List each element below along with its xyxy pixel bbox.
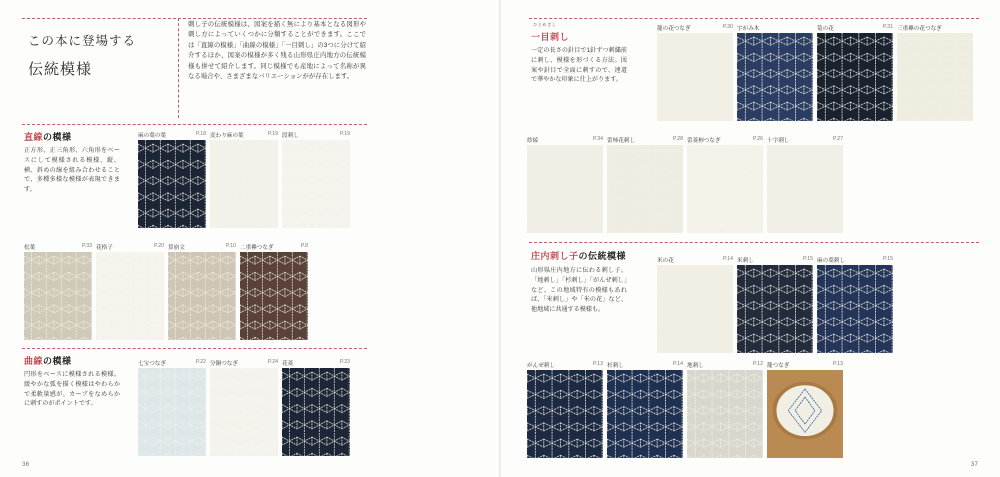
swatch-caption [737,24,813,32]
swatch-page-ref: P.23 [339,359,350,365]
swatch-caption [282,359,350,367]
page-number-right: 37 [970,461,978,468]
swatch-image [737,33,813,121]
swatch-curve_row-2 [282,359,350,456]
swatch-name: 三重襷の花つなぎ [897,26,942,32]
swatch-page-ref: P.13 [592,361,603,367]
swatch-shonai_row1-2 [817,256,893,353]
swatch-image [527,145,603,233]
swatch-image [767,145,843,233]
book-gutter [499,0,501,477]
intro-text: 刺し子の伝統模様は、図案を描く無により基本となる図形や刺し方によっていくつかに分類することができます。ここでは「直線の模様」「曲線の模様」「一目刺し」の3つに分けて紹介するほか、図案の模様が多く残る山形県庄内地方の伝統模様も併せて紹介します。同じ模様でも産地によって名称が異なる場合や、さまざまなバリエーションがが存在します。 [188,21,366,80]
swatch-name: がんぜ刺し [527,363,555,369]
swatch-curve_row-0 [138,359,206,456]
swatch-page-ref: P.20 [153,243,164,249]
swatch-straight_row1-0 [138,131,206,228]
swatch-caption [138,131,206,139]
swatch-image [687,370,763,458]
section-heading-curve [24,354,72,367]
swatch-name: 字がみ木 [737,26,760,32]
swatch-name: 紗綾 [527,138,539,144]
swatch-image [24,252,92,340]
swatch-image [210,140,278,228]
swatch-name: 籠の花つなぎ [657,26,691,32]
section-body-straight: 正方形、正三角形、六角形をベースにして模様される模様、縦、横、斜めの線を組み合わせることで、多種多様な模様が表現できます。 [24,147,120,193]
swatch-page-ref: P.26 [752,136,763,142]
swatch-name: 杉刺し [607,363,624,369]
swatch-image [767,370,843,458]
swatch-shonai_row1-0 [657,256,733,353]
swatch-page-ref: P.14 [672,361,683,367]
swatch-name: 花菱 [282,361,294,367]
swatch-hitome_row2-1 [607,136,683,233]
swatch-name: 麻の葉刺し [817,258,845,264]
swatch-hitome_row2-2 [687,136,763,233]
swatch-name: 段刺し [282,133,299,139]
swatch-page-ref: P.15 [882,256,893,262]
swatch-caption [607,361,683,369]
swatch-name: 変わり麻の葉 [210,133,244,139]
swatch-page-ref: P.12 [752,361,763,367]
section-body-hitome: 一定の長さの針目で1針ずつ刺繍前に刺し、模様を形づくる方法。図案や針目で全面に刺すので、連道で華やかな印象に仕上がります。 [531,47,627,84]
swatch-name: 十字刺し [767,138,790,144]
swatch-image [607,145,683,233]
swatch-name: 花格子 [96,245,113,251]
swatch-shonai_row2-3 [767,361,843,458]
swatch-image [168,252,236,340]
swatch-caption [657,24,733,32]
section-body-shonai: 山形県庄内地方に伝わる刺し子。「地刺し」「杉刺し」「がんぜ刺し」など、この地域特有の模様もあれば、「米刺し」や「米の花」など、他地域に共通する模様も。 [531,267,627,313]
page-title-line1: この本に登場する [28,34,137,48]
swatch-name: 地刺し [687,363,704,369]
swatch-caption [897,24,973,32]
swatch-page-ref: P.14 [722,256,733,262]
swatch-caption [767,136,843,144]
swatch-caption [210,359,278,367]
swatch-straight_row1-2 [282,131,350,228]
swatch-caption [817,256,893,264]
swatch-image [897,33,973,121]
swatch-shonai_row2-1 [607,361,683,458]
swatch-page-ref: P.13 [832,361,843,367]
swatch-shonai_row2-0 [527,361,603,458]
swatch-caption [210,131,278,139]
swatch-name: 蕾柿花刺し [607,138,635,144]
section-heading-hitome: 一目刺し [531,32,570,42]
swatch-name: 篭の花 [817,26,834,32]
swatch-image [817,33,893,121]
swatch-image [737,265,813,353]
swatch-page-ref: P.22 [195,359,206,365]
section-heading-shonai-red: 庄内刺し子 [531,251,579,261]
swatch-page-ref: P.30 [722,24,733,30]
swatch-image [282,368,350,456]
swatch-image [657,265,733,353]
divider-shonai [529,242,979,243]
swatch-name: 籠つなぎ [767,363,790,369]
section-heading-curve-black: の模様 [43,356,72,366]
section-heading-shonai-black: の伝統模様 [578,251,627,261]
swatch-page-ref: P.19 [267,131,278,137]
swatch-image [210,368,278,456]
swatch-page-ref: P.19 [339,131,350,137]
swatch-image [138,140,206,228]
swatch-straight_row2-1 [96,243,164,340]
swatch-page-ref: P.15 [802,256,813,262]
swatch-image [138,368,206,456]
swatch-caption [527,136,603,144]
section-heading-straight-red: 直線 [24,132,44,142]
divider-vert-left [178,18,179,118]
swatch-image [96,252,164,340]
swatch-caption [817,24,893,32]
swatch-straight_row2-0 [24,243,92,340]
swatch-name: 算崩文 [168,245,185,251]
swatch-image [657,33,733,121]
swatch-caption [687,136,763,144]
swatch-page-ref: P.10 [225,243,236,249]
divider-curve [22,348,367,349]
swatch-name: 分銅つなぎ [210,361,238,367]
swatch-straight_row2-3 [240,243,308,340]
swatch-curve_row-1 [210,359,278,456]
swatch-page-ref: P.27 [832,136,843,142]
swatch-page-ref: P.18 [195,131,206,137]
swatch-image [817,265,893,353]
swatch-page-ref: P.31 [882,24,893,30]
divider-top-right [529,18,979,19]
swatch-caption [240,243,308,251]
swatch-straight_row1-1 [210,131,278,228]
swatch-image [607,370,683,458]
swatch-hitome_row2-0 [527,136,603,233]
page-title-line2: 伝統模様 [28,61,93,78]
swatch-name: 松葉 [24,245,36,251]
swatch-image [687,145,763,233]
swatch-shonai_row2-2 [687,361,763,458]
swatch-name: 米の花 [657,258,674,264]
section-heading-straight [24,130,72,143]
swatch-name: 米刺し [737,258,754,264]
swatch-shonai_row1-1 [737,256,813,353]
swatch-caption [168,243,236,251]
swatch-hitome_row2-3 [767,136,843,233]
swatch-name: 七宝つなぎ [138,361,166,367]
swatch-page-ref: P.24 [267,359,278,365]
swatch-page-ref: P.34 [592,136,603,142]
swatch-caption [24,243,92,251]
swatch-caption [657,256,733,264]
swatch-page-ref: P.8 [300,243,308,249]
swatch-hitome_row1-1 [737,26,813,121]
swatch-image [527,370,603,458]
section-heading-curve-red: 曲線 [24,356,44,366]
swatch-caption [607,136,683,144]
swatch-caption [737,256,813,264]
swatch-image [240,252,308,340]
swatch-caption [282,131,350,139]
swatch-page-ref: P.28 [672,136,683,142]
swatch-hitome_row1-0 [657,24,733,121]
swatch-caption [527,361,603,369]
swatch-caption [96,243,164,251]
swatch-name: 蕾菱柿つなぎ [687,138,721,144]
swatch-caption [687,361,763,369]
swatch-hitome_row1-3 [897,26,973,121]
swatch-caption [767,361,843,369]
page-number-left: 36 [22,461,30,468]
section-heading-shonai [531,249,626,262]
swatch-image [282,140,350,228]
section-heading-straight-black: の模様 [43,132,72,142]
swatch-page-ref: P.33 [81,243,92,249]
divider-top-left [22,18,367,19]
swatch-name: 二重襷つなぎ [240,245,274,251]
hitome-ruby: ひとめざし [533,22,557,27]
section-body-curve: 円形をベースに模様される模様。緩やかな弧を描く模様はやわらかで柔軟量感が。カーブをなめらかに刺すのがポイントです。 [24,371,120,408]
swatch-hitome_row1-2 [817,24,893,121]
divider-straight [22,124,367,125]
swatch-straight_row2-2 [168,243,236,340]
swatch-caption [138,359,206,367]
swatch-name: 麻の葉の葉 [138,133,166,139]
